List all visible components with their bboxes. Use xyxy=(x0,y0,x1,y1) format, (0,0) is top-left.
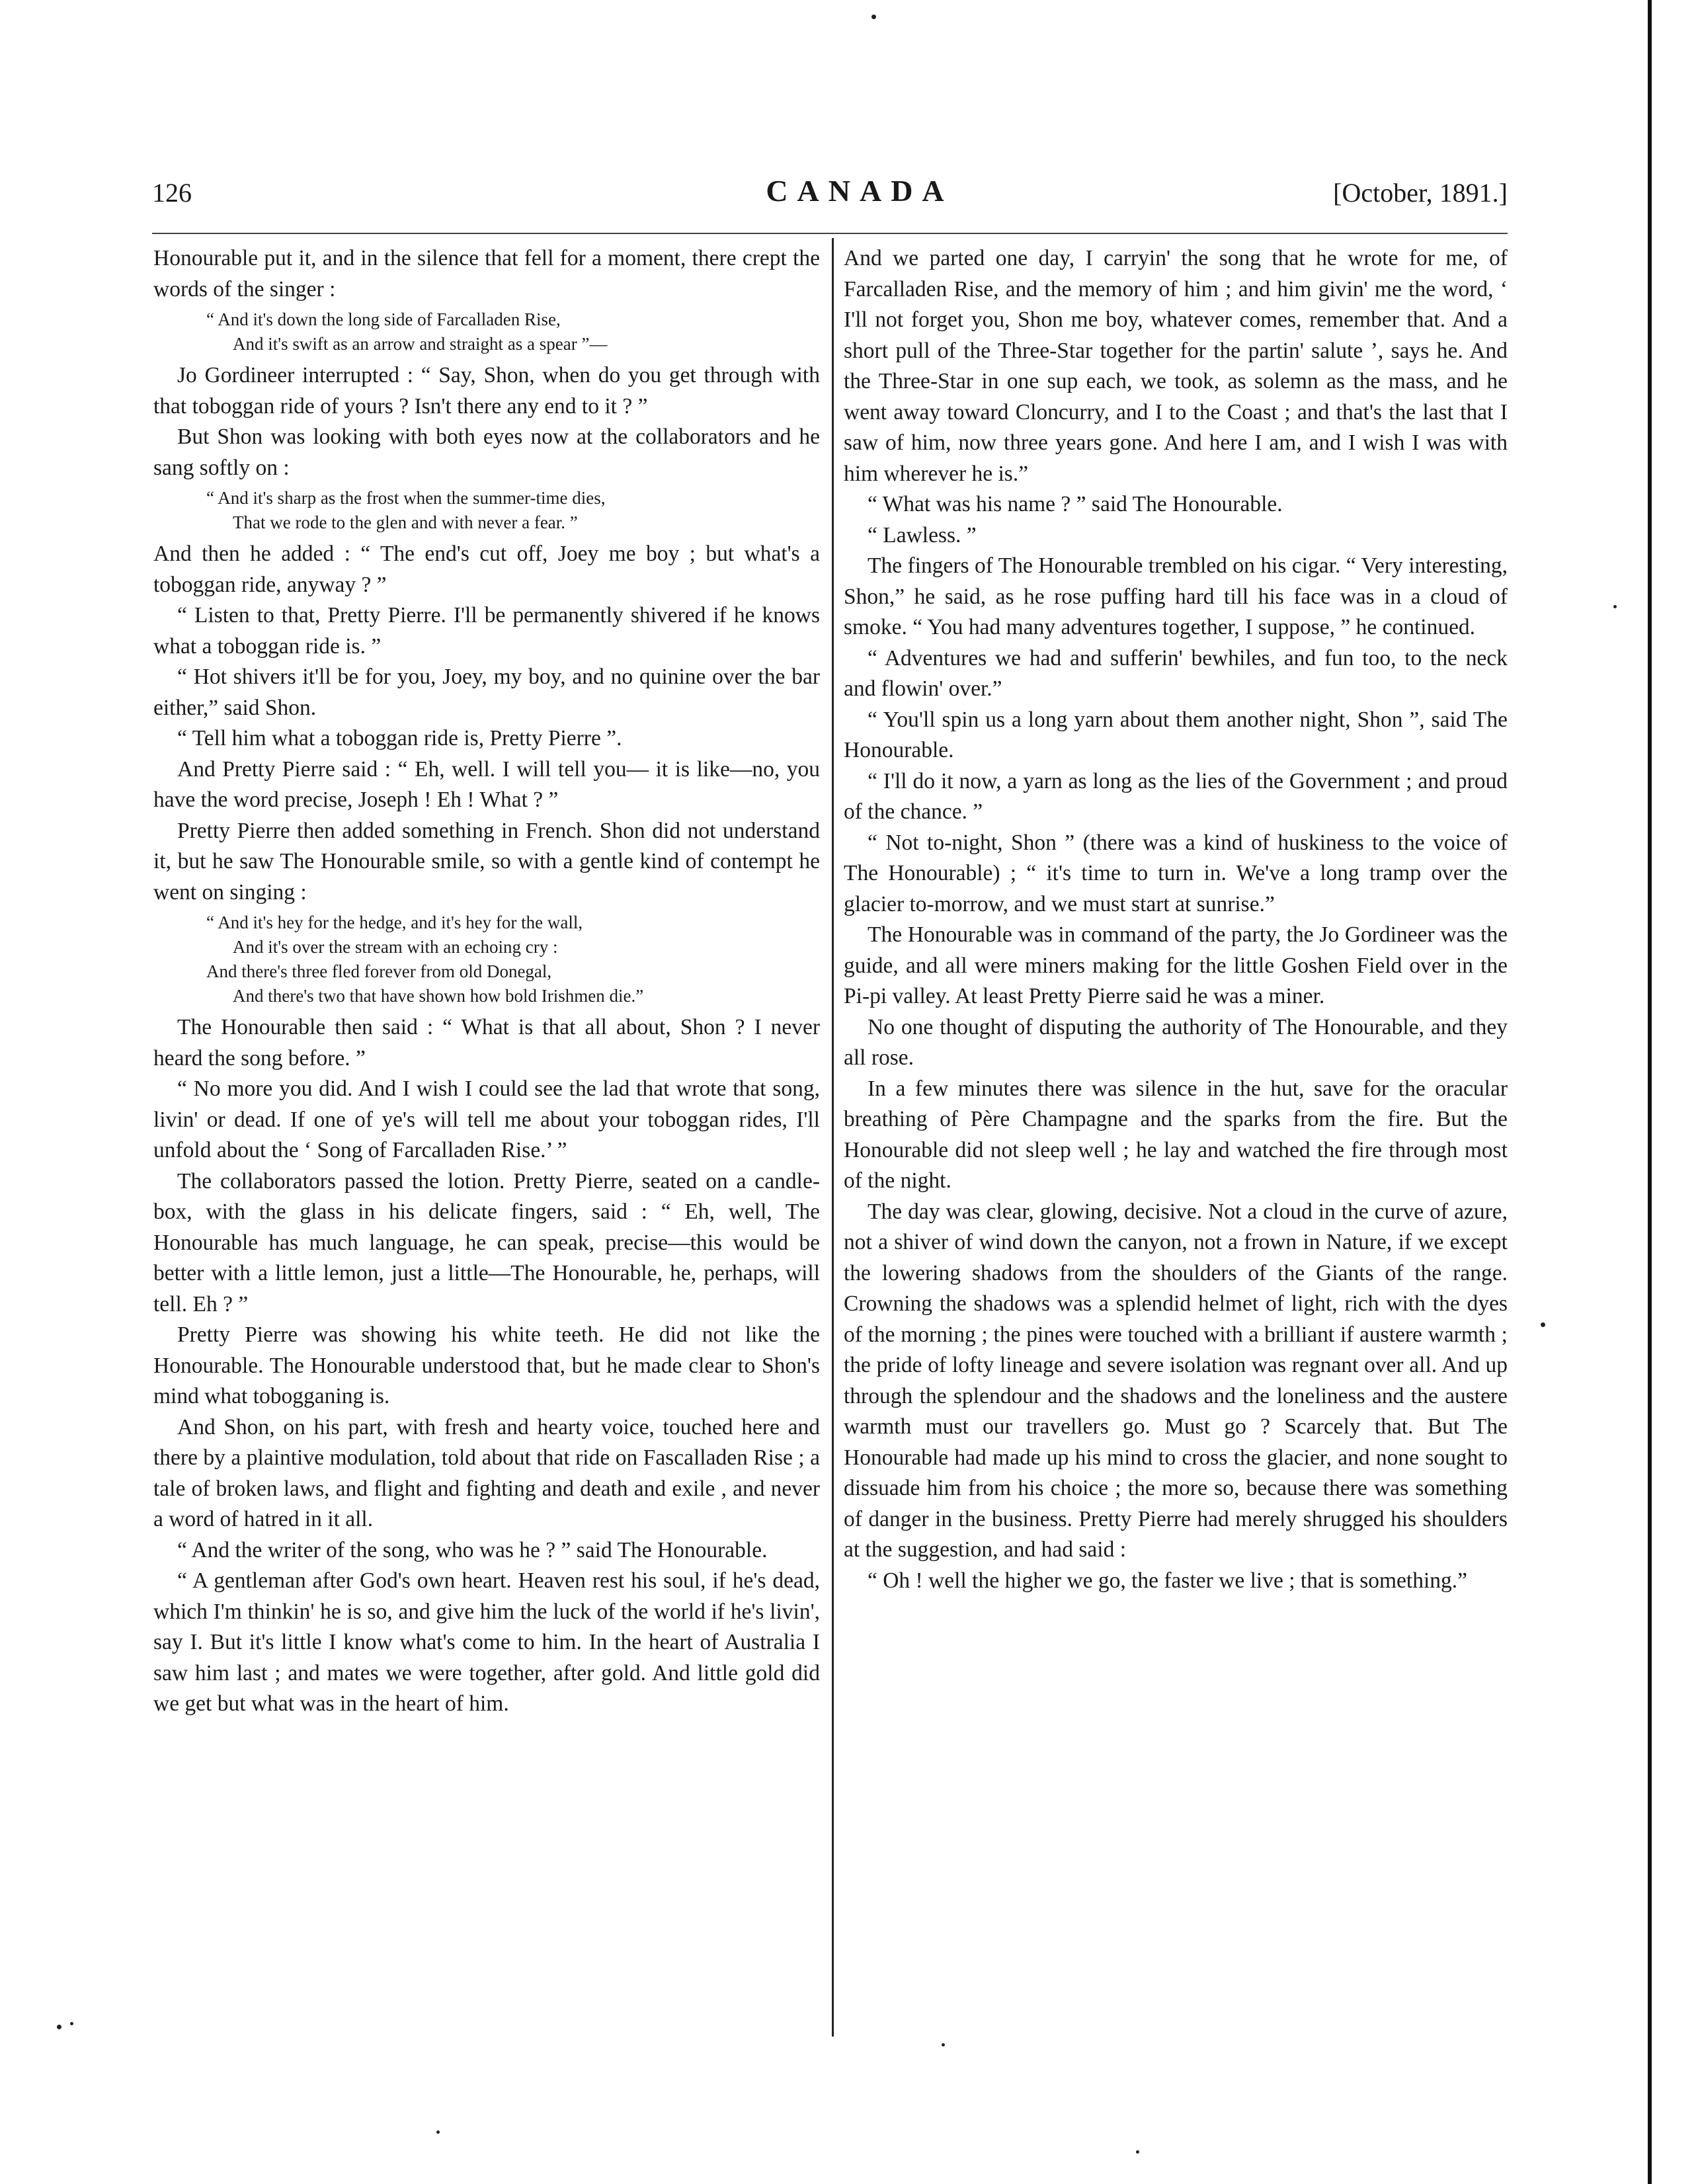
paragraph: In a few minutes there was silence in the hut, save for the oracular breathing of Père Champagne and the sparks from the fire. But the Honourable did not sleep well ; he lay and watched the fire through most of the night. xyxy=(844,1076,1508,1193)
paragraph: “ Oh ! well the higher we go, the faster we live ; that is something.” xyxy=(868,1568,1468,1593)
paragraph: “ Listen to that, Pretty Pierre. I'll be permanently shivered if he knows what a toboggan ride is. ” xyxy=(153,603,820,659)
paragraph: But Shon was looking with both eyes now at the collaborators and he sang softly on : xyxy=(153,425,820,480)
print-speck xyxy=(436,2130,440,2134)
paragraph: The day was clear, glowing, decisive. Not a cloud in the curve of azure, not a shiver of wind down the canyon, not a frown in Nature, if we except the lowering shadows from the shoulders of the Giants of the range. Crowning the shadows was a splendid helmet of light, rich with the dyes of the morning ; the pines were touched with a brilliant if austere warmth ; the pride of lofty lineage and severe isolation was regnant over all. And up through the splendour and the shadows and the loneliness and the austere warmth must our travellers go. Must go ? Scarcely that. But The Honourable had made up his mind to cross the glacier, and none sought to dissuade him from his choice ; the more so, because there was something of danger in the business. Pretty Pierre had merely shrugged his shoulders at the suggestion, and had said : xyxy=(844,1199,1508,1562)
paragraph: And then he added : “ The end's cut off, Joey me boy ; but what's a toboggan ride, anyway ? ” xyxy=(153,542,820,597)
verse-line: “ And it's down the long side of Farcalladen Rise, xyxy=(206,309,561,329)
paragraph: “ I'll do it now, a yarn as long as the lies of the Government ; and proud of the chance. ” xyxy=(844,768,1508,824)
page-edge-line xyxy=(1648,0,1652,2184)
issue-date: [October, 1891.] xyxy=(1333,178,1508,208)
page-header xyxy=(152,174,1508,223)
paragraph: “ Not to-night, Shon ” (there was a kind of huskiness to the voice of The Honourable) ; “ it's time to turn in. We've a long tramp over the glacier to-morrow, and we must start at sunrise.” xyxy=(844,830,1508,916)
verse-block xyxy=(153,910,820,1008)
right-column xyxy=(844,243,1508,1596)
verse-line: And there's three fled forever from old Donegal, xyxy=(206,961,552,981)
verse-line: “ And it's sharp as the frost when the summer-time dies, xyxy=(206,488,606,508)
verse-line: “ And it's hey for the hedge, and it's hey for the wall, xyxy=(206,912,583,932)
paragraph: “ And the writer of the song, who was he ? ” said The Honourable. xyxy=(177,1537,768,1562)
paragraph: The collaborators passed the lotion. Pretty Pierre, seated on a candle-box, with the glass in his delicate fingers, said : “ Eh, well, The Honourable has much language, he can speak, precise—this would be better with a little lemon, just a little—The Honourable, he, perhaps, will tell. Eh ? ” xyxy=(153,1168,820,1316)
paragraph: “ What was his name ? ” said The Honourable. xyxy=(868,492,1283,516)
paragraph: “ You'll spin us a long yarn about them another night, Shon ”, said The Honourable. xyxy=(844,707,1508,762)
paragraph: The Honourable was in command of the party, the Jo Gordineer was the guide, and all were miners making for the little Goshen Field over in the Pi-pi valley. At least Pretty Pierre said he was a miner. xyxy=(844,922,1508,1008)
magazine-title: CANADA xyxy=(766,174,953,208)
paragraph: The Honourable then said : “ What is that all about, Shon ? I never heard the song before. ” xyxy=(153,1015,820,1071)
paragraph: “ Adventures we had and sufferin' bewhiles, and fun too, to the neck and flowin' over.” xyxy=(844,645,1508,701)
paragraph: “ A gentleman after God's own heart. Heaven rest his soul, if he's dead, which I'm thinkin' he is so, and give him the luck of the world if he's livin', say I. But it's little I know what's come to him. In the heart of Australia I saw him last ; and mates we were together, after gold. And little gold did we get but what was in the heart of him. xyxy=(153,1568,820,1716)
paragraph: “ No more you did. And I wish I could see the lad that wrote that song, livin' or dead. If one of ye's will tell me about your toboggan rides, I'll unfold about the ‘ Song of Farcalladen Rise.’ ” xyxy=(153,1076,820,1162)
print-speck xyxy=(70,2022,73,2025)
page-number: 126 xyxy=(152,178,192,208)
paragraph: The fingers of The Honourable trembled on his cigar. “ Very interesting, Shon,” he said, as he rose puffing hard till his face was in a cloud of smoke. “ You had many adventures together, I suppose, ” he continued. xyxy=(844,553,1508,639)
paragraph: No one thought of disputing the authority of The Honourable, and they all rose. xyxy=(844,1014,1508,1070)
paragraph: Jo Gordineer interrupted : “ Say, Shon, when do you get through with that toboggan ride of yours ? Isn't there any end to it ? ” xyxy=(153,363,820,419)
verse-line: That we rode to the glen and with never a fear. ” xyxy=(233,512,578,532)
print-speck xyxy=(942,2043,945,2046)
verse-block xyxy=(153,486,820,535)
header-rule xyxy=(152,233,1508,234)
verse-block xyxy=(153,307,820,356)
paragraph: And Shon, on his part, with fresh and hearty voice, touched here and there by a plaintive modulation, told about that ride on Fascalladen Rise ; a tale of broken laws, and flight and fighting and death and exile , and never a word of hatred in it all. xyxy=(153,1414,820,1531)
print-speck xyxy=(1613,605,1617,608)
paragraph: “ Tell him what a toboggan ride is, Pretty Pierre ”. xyxy=(177,726,622,750)
verse-line: And there's two that have shown how bold Irishmen die.” xyxy=(233,986,644,1006)
print-speck xyxy=(57,2025,61,2029)
paragraph: Pretty Pierre was showing his white teeth. He did not like the Honourable. The Honourable understood that, but he made clear to Shon's mind what tobogganing is. xyxy=(153,1322,820,1408)
print-speck xyxy=(1541,1322,1545,1327)
verse-line: And it's over the stream with an echoing cry : xyxy=(233,937,558,957)
paragraph: Pretty Pierre then added something in French. Shon did not understand it, but he saw The Honourable smile, so with a gentle kind of contempt he went on singing : xyxy=(153,818,820,905)
left-column xyxy=(153,243,820,1720)
paragraph: “ Hot shivers it'll be for you, Joey, my boy, and no quinine over the bar either,” said Shon. xyxy=(153,665,820,720)
paragraph: Honourable put it, and in the silence that fell for a moment, there crept the words of the singer : xyxy=(153,246,820,302)
print-speck xyxy=(1136,2150,1139,2154)
paragraph: “ Lawless. ” xyxy=(868,522,977,547)
print-speck xyxy=(871,15,876,19)
column-divider xyxy=(832,238,834,2037)
verse-line: And it's swift as an arrow and straight as a spear ”— xyxy=(233,334,608,354)
paragraph: And we parted one day, I carryin' the song that he wrote for me, of Farcalladen Rise, and the memory of him ; and him givin' me the word, ‘ I'll not forget you, Shon me boy, whatever comes, remember that. And a short pull of the Three-Star together for the partin' salute ’, says he. And the Three-Star in one sup each, we took, as solemn as the mass, and he went away toward Cloncurry, and I to the Coast ; and that's the last that I saw of him, now three years gone. And here I am, and I wish I was with him wherever he is.” xyxy=(844,246,1508,486)
paragraph: And Pretty Pierre said : “ Eh, well. I will tell you— it is like—no, you have the word precise, Joseph ! Eh ! What ? ” xyxy=(153,756,820,812)
